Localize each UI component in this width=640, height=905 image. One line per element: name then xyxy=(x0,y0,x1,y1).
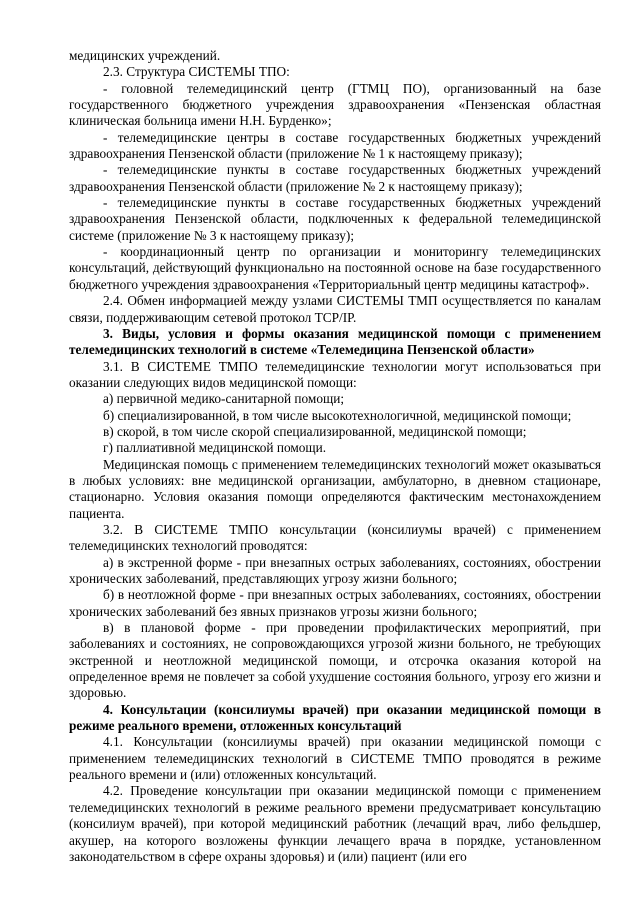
paragraph: а) в экстренной форме - при внезапных острых заболеваниях, состояниях, обострении хронических заболеваний, представляющих угрозу жизни больного; xyxy=(69,554,601,586)
paragraph: 2.3. Структура СИСТЕМЫ ТПО: xyxy=(103,64,290,80)
paragraph: в) в плановой форме - при проведении профилактических мероприятий, при заболеваниях и состояниях, не сопровождающихся угрозой жизни больного, не требующих экстренной и неотложной медицинской помощи, и отсрочка оказания которой на определенное время не повлечет за собой ухудшение состояния больного, угрозу его жизни и здоровью. xyxy=(69,620,601,701)
paragraph: Медицинская помощь с применением телемедицинских технологий может оказываться в любых условиях: вне медицинской организации, амбулаторно, в дневном стационаре, стационарно. Условия оказания помощи определяются фактическим местонахождением пациента. xyxy=(69,456,601,521)
section-heading: 4. Консультации (консилиумы врачей) при оказании медицинской помощи в режиме реального времени, отложенных консультаций xyxy=(69,701,601,734)
paragraph: медицинских учреждений. xyxy=(69,48,221,63)
paragraph: б) специализированной, в том числе высокотехнологичной, медицинской помощи; xyxy=(103,407,572,423)
section-heading: 3. Виды, условия и формы оказания медицинской помощи с применением телемедицинских технологий в системе «Телемедицина Пензенской области» xyxy=(69,325,601,358)
document-page xyxy=(69,48,601,865)
paragraph: 3.2. В СИСТЕМЕ ТМПО консультации (консилиумы врачей) с применением телемедицинских технологий проводятся: xyxy=(69,521,601,554)
paragraph: б) в неотложной форме - при внезапных острых заболеваниях, состояниях, обострении хронических заболеваний без явных признаков угрозы жизни больного; xyxy=(69,587,601,619)
paragraph: 4.2. Проведение консультации при оказании медицинской помощи с применением телемедицинских технологий в режиме реального времени предусматривает консультацию (консилиум врачей), при которой медицинский работник (лечащий врач, либо фельдшер, акушер, на которого возложены функции лечащего врача в порядке, установленном законодательством в сфере охраны здоровья) и (или) пациент (или его xyxy=(69,783,601,864)
paragraph: в) скорой, в том числе скорой специализированной, медицинской помощи; xyxy=(103,423,527,439)
paragraph: - координационный центр по организации и мониторингу телемедицинских консультаций, действующий функционально на постоянной основе на базе государственного бюджетного учреждения здравоохранения «Территориальный центр медицины катастроф». xyxy=(69,244,601,292)
paragraph: 2.4. Обмен информацией между узлами СИСТЕМЫ ТМП осуществляется по каналам связи, поддерживающим сетевой протокол TCP/IP. xyxy=(69,293,601,325)
paragraph: - телемедицинские пункты в составе государственных бюджетных учреждений здравоохранения Пензенской области, подключенных к федеральной телемедицинской системе (приложение № 3 к настоящему приказу); xyxy=(69,195,601,243)
paragraph: г) паллиативной медицинской помощи. xyxy=(103,440,327,456)
paragraph: а) первичной медико-санитарной помощи; xyxy=(103,391,345,407)
paragraph: 3.1. В СИСТЕМЕ ТМПО телемедицинские технологии могут использоваться при оказании следующих видов медицинской помощи: xyxy=(69,358,601,390)
paragraph: - телемедицинские пункты в составе государственных бюджетных учреждений здравоохранения Пензенской области (приложение № 2 к настоящему приказу); xyxy=(69,162,601,194)
paragraph: - телемедицинские центры в составе государственных бюджетных учреждений здравоохранения Пензенской области (приложение № 1 к настоящему приказу); xyxy=(69,129,601,162)
paragraph: 4.1. Консультации (консилиумы врачей) при оказании медицинской помощи с применением телемедицинских технологий в СИСТЕМЕ ТМПО проводятся в режиме реального времени и (или) отложенных консультаций. xyxy=(69,734,601,783)
paragraph: - головной телемедицинский центр (ГТМЦ ПО), организованный на базе государственного бюджетного учреждения здравоохранения «Пензенская областная клиническая больница имени Н.Н. Бурденко»; xyxy=(69,80,601,129)
